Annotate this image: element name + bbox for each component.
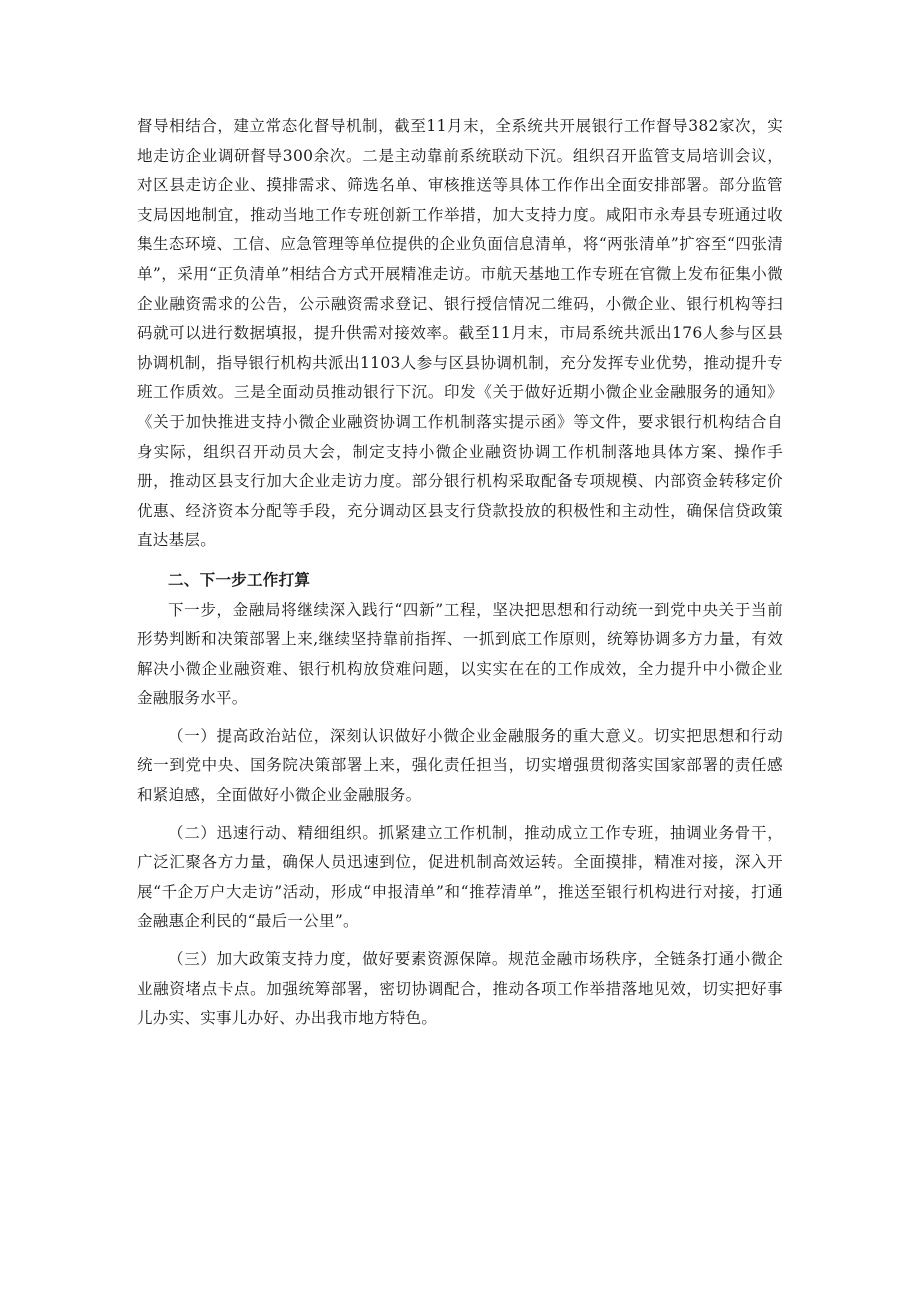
intro-paragraph: 下一步，金融局将继续深入践行“四新”工程，坚决把思想和行动统一到党中央关于当前形势判断和决策部署上来,继续坚持靠前指挥、一抓到底工作原则，统筹协调多方力量，有效解决小微企业融资难、银行机构放贷难问题，以实实在在的工作成效，全力提升中小微企业金融服务水平。 <box>137 600 783 708</box>
section-heading: 二、下一步工作打算 <box>168 570 311 589</box>
continued-paragraph: 督导相结合，建立常态化督导机制，截至11月末，全系统共开展银行工作督导382家次，实地走访企业调研督导300余次。二是主动靠前系统联动下沉。组织召开监管支局培训会议，对区县走访企业、摸排需求、筛选名单、审核推送等具体工作作出全面安排部署。部分监管支局因地制宜，推动当地工作专班创新工作举措，加大支持力度。咸阳市永寿县专班通过收集生态环境、工信、应急管理等单位提供的企业负面信息清单，将“两张清单”扩容至“四张清单”，采用“正负清单”相结合方式开展精准走访。市航天基地工作专班在官微上发布征集小微企业融资需求的公告，公示融资需求登记、银行授信情况二维码，小微企业、银行机构等扫码就可以进行数据填报，提升供需对接效率。截至11月末，市局系统共派出176人参与区县协调机制，指导银行机构共派出1103人参与区县协调机制，充分发挥专业优势，推动提升专班工作质效。三是全面动员推动银行下沉。印发《关于做好近期小微企业金融服务的通知》《关于加快推进支持小微企业融资协调工作机制落实提示函》等文件，要求银行机构结合自身实际，组织召开动员大会，制定支持小微企业融资协调工作机制落地具体方案、操作手册，推动区县支行加大企业走访力度。部分银行机构采取配备专项规模、内部资金转移定价优惠、经济资本分配等手段，充分调动区县支行贷款投放的积极性和主动性，确保信贷政策直达基层。 <box>137 117 783 550</box>
list-item-1: （一）提高政治站位，深刻认识做好小微企业金融服务的重大意义。切实把思想和行动统一到党中央、国务院决策部署上来，强化责任担当，切实增强贯彻落实国家部署的责任感和紧迫感，全面做好小微企业金融服务。 <box>137 726 783 805</box>
document-page <box>137 112 783 1034</box>
list-item-3: （三）加大政策支持力度，做好要素资源保障。规范金融市场秩序，全链条打通小微企业融资堵点卡点。加强统筹部署，密切协调配合，推动各项工作举措落地见效，切实把好事儿办实、实事儿办好、办出我市地方特色。 <box>137 950 783 1028</box>
list-item-2: （二）迅速行动、精细组织。抓紧建立工作机制，推动成立工作专班，抽调业务骨干，广泛汇聚各方力量，确保人员迅速到位，促进机制高效运转。全面摸排，精准对接，深入开展“千企万户大走访”活动，形成“申报清单”和“推荐清单”，推送至银行机构进行对接，打通金融惠企利民的“最后一公里”。 <box>137 823 783 931</box>
